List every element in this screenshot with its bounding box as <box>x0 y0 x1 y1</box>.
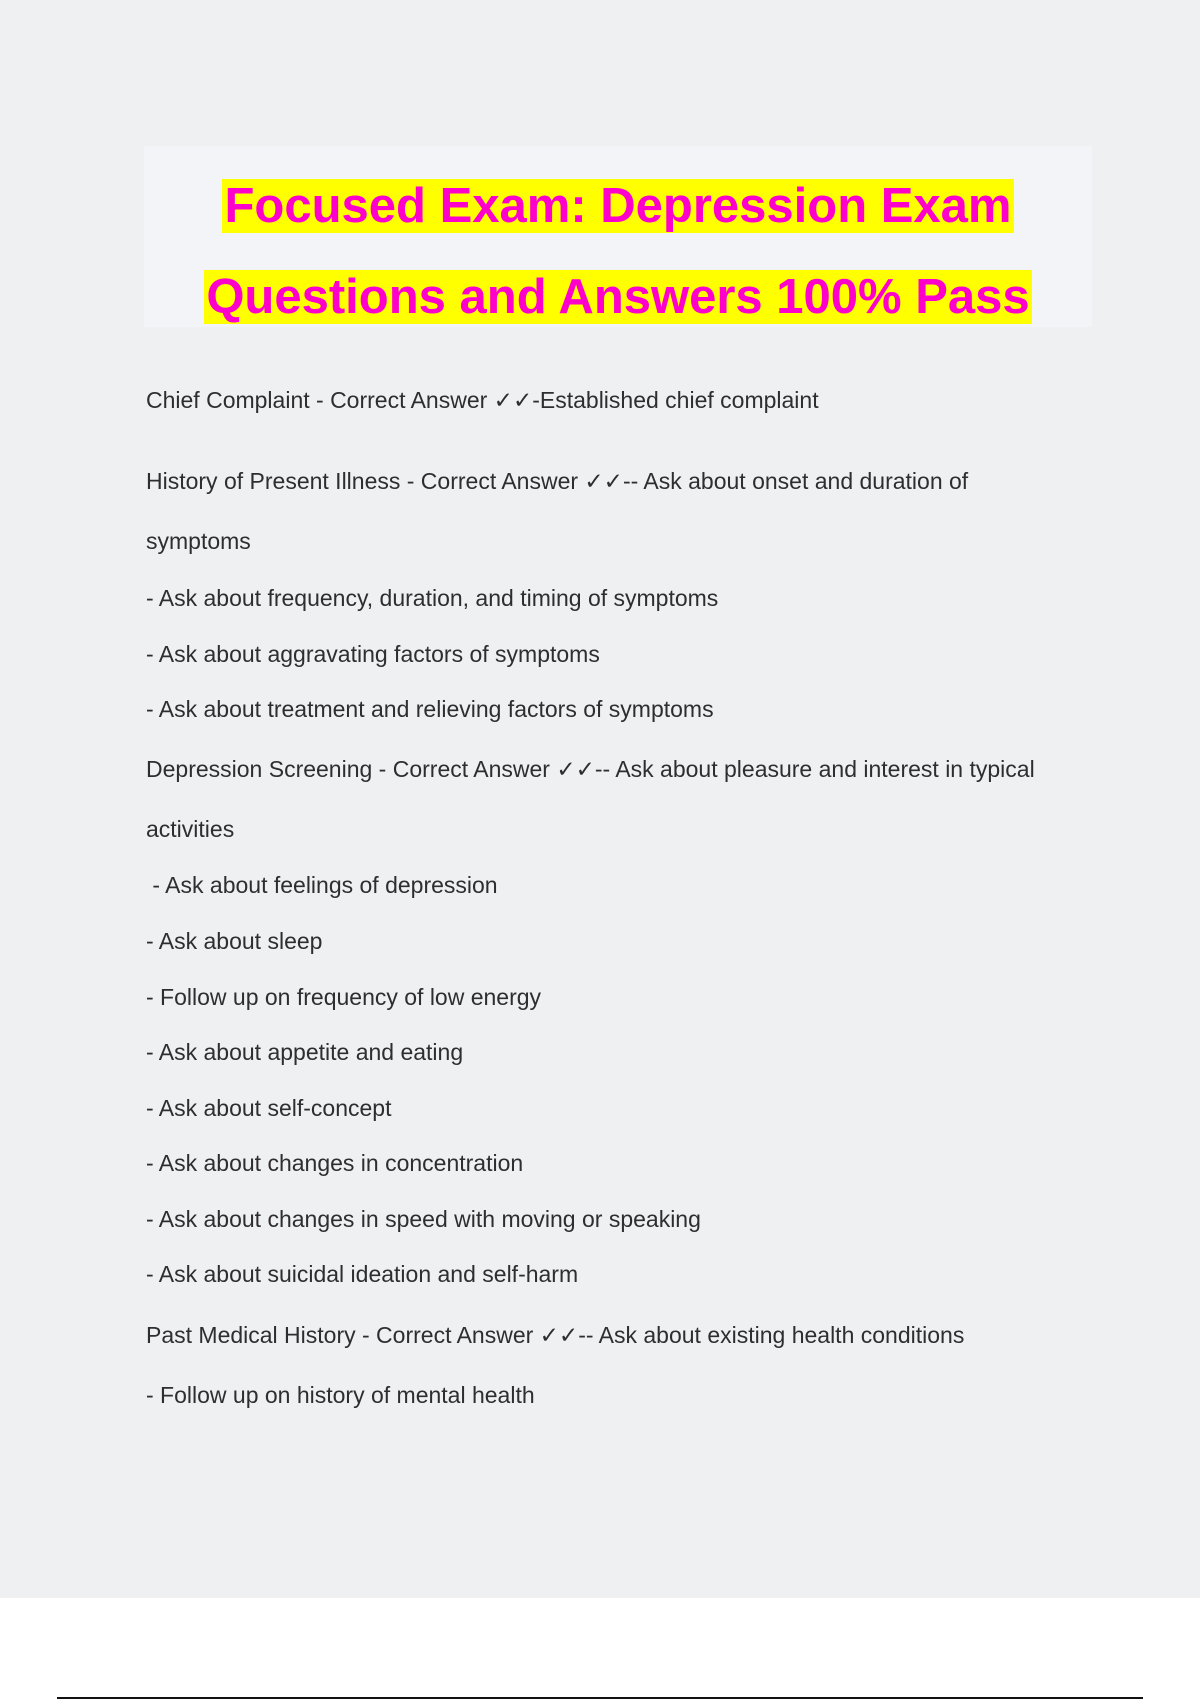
qa-line-hpi-item: - Ask about aggravating factors of symptoms <box>146 641 600 667</box>
footer-divider <box>57 1697 1143 1699</box>
qa-line-hpi: History of Present Illness - Correct Answer ✓✓-- Ask about onset and duration of <box>146 468 969 494</box>
qa-line-screening-item: - Ask about appetite and eating <box>146 1039 464 1065</box>
qa-line-screening-item: - Ask about suicidal ideation and self-harm <box>146 1261 579 1287</box>
qa-line-chief-complaint: Chief Complaint - Correct Answer ✓✓-Established chief complaint <box>146 387 819 413</box>
qa-line-screening-cont: activities <box>146 816 235 842</box>
qa-line-hpi-item: - Ask about treatment and relieving factors of symptoms <box>146 696 714 722</box>
qa-line-hpi-item: - Ask about frequency, duration, and timing of symptoms <box>146 585 719 611</box>
qa-line-screening-item: - Ask about self-concept <box>146 1095 392 1121</box>
qa-line-hpi-cont: symptoms <box>146 528 251 554</box>
qa-line-past-medical-history: Past Medical History - Correct Answer ✓✓-- Ask about existing health conditions <box>146 1322 965 1348</box>
title-line-2: Questions and Answers 100% Pass <box>206 270 1030 324</box>
title-line-1: Focused Exam: Depression Exam <box>224 179 1012 233</box>
qa-line-depression-screening: Depression Screening - Correct Answer ✓✓-- Ask about pleasure and interest in typical <box>146 756 1035 782</box>
qa-line-pmh-item: - Follow up on history of mental health <box>146 1382 535 1408</box>
qa-line-screening-item: - Follow up on frequency of low energy <box>146 984 542 1010</box>
qa-line-screening-item: - Ask about feelings of depression <box>146 872 498 898</box>
qa-line-screening-item: - Ask about changes in concentration <box>146 1150 524 1176</box>
qa-line-screening-item: - Ask about sleep <box>146 928 323 954</box>
qa-line-screening-item: - Ask about changes in speed with moving or speaking <box>146 1206 701 1232</box>
title-banner <box>144 146 1092 327</box>
